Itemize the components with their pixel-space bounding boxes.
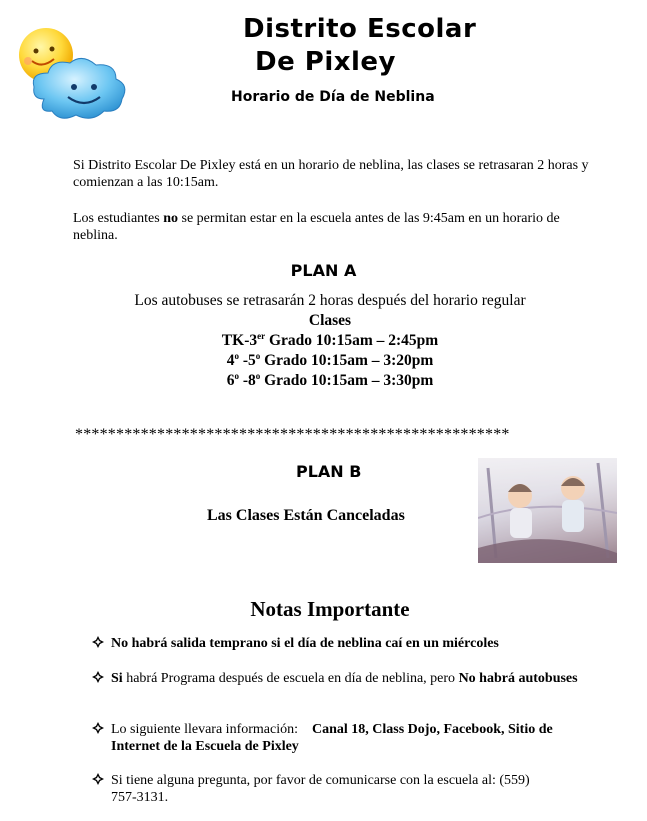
plan-a-row-1: TK-3er Grado 10:15am – 2:45pm — [221, 330, 439, 349]
diamond-bullet-icon — [92, 671, 104, 683]
note-2 — [94, 670, 594, 687]
intro-p2-after: se permitan estar en la escuela antes de las 9:45am en un horario de neblina. — [73, 211, 560, 243]
intro-paragraph-1: Si Distrito Escolar De Pixley está en un horario de neblina, las clases se retrasaran 2 horas y comienzan a las 10:15am. — [73, 158, 589, 190]
note-1 — [94, 635, 594, 652]
plan-b-heading: PLAN B — [296, 462, 362, 481]
diamond-bullet-icon — [92, 773, 104, 785]
diamond-bullet-icon — [92, 636, 104, 648]
note-4-text: Si tiene alguna pregunta, por favor de comunicarse con la escuela al: (559) 757-3131. — [111, 773, 530, 805]
plan-a-row-3: 6$^o$ -8$^o$ Grado 10:15am – 3:30pm — [226, 370, 434, 389]
subtitle: Horario de Día de Neblina — [231, 89, 435, 105]
plan-a-classes-label: Clases — [308, 312, 352, 329]
sun-cloud-icon — [16, 27, 132, 129]
note-1-text: No habrá salida temprano si el día de neblina caí en un miércoles — [111, 636, 499, 651]
notes-heading: Notas Importante — [250, 597, 410, 621]
kids-in-fog-image — [478, 458, 617, 563]
note-3-text: Lo siguiente llevara información: Canal 18, Class Dojo, Facebook, Sitio de Internet de la Escuela de Pixley — [111, 722, 557, 754]
title-line-2: De Pixley — [255, 47, 396, 77]
intro-p2-bold: no — [163, 211, 179, 226]
plan-a-bus-line: Los autobuses se retrasarán 2 horas después del horario regular — [134, 292, 526, 309]
note-3 — [94, 721, 594, 755]
note-4 — [94, 772, 594, 806]
plan-a-heading: PLAN A — [290, 261, 357, 280]
note-2-text: Si habrá Programa después de escuela en día de neblina, pero No habrá autobuses — [111, 671, 578, 686]
plan-a-row-2: 4$^o$ -5$^o$ Grado 10:15am – 3:20pm — [226, 350, 434, 369]
title-line-1: Distrito Escolar — [243, 14, 477, 44]
intro-p2-before: Los estudiantes — [73, 211, 164, 226]
star-divider: ***************************************************** — [75, 426, 510, 443]
intro-paragraph-2 — [73, 210, 593, 244]
plan-b-text: Las Clases Están Canceladas — [207, 507, 405, 524]
diamond-bullet-icon — [92, 722, 104, 734]
